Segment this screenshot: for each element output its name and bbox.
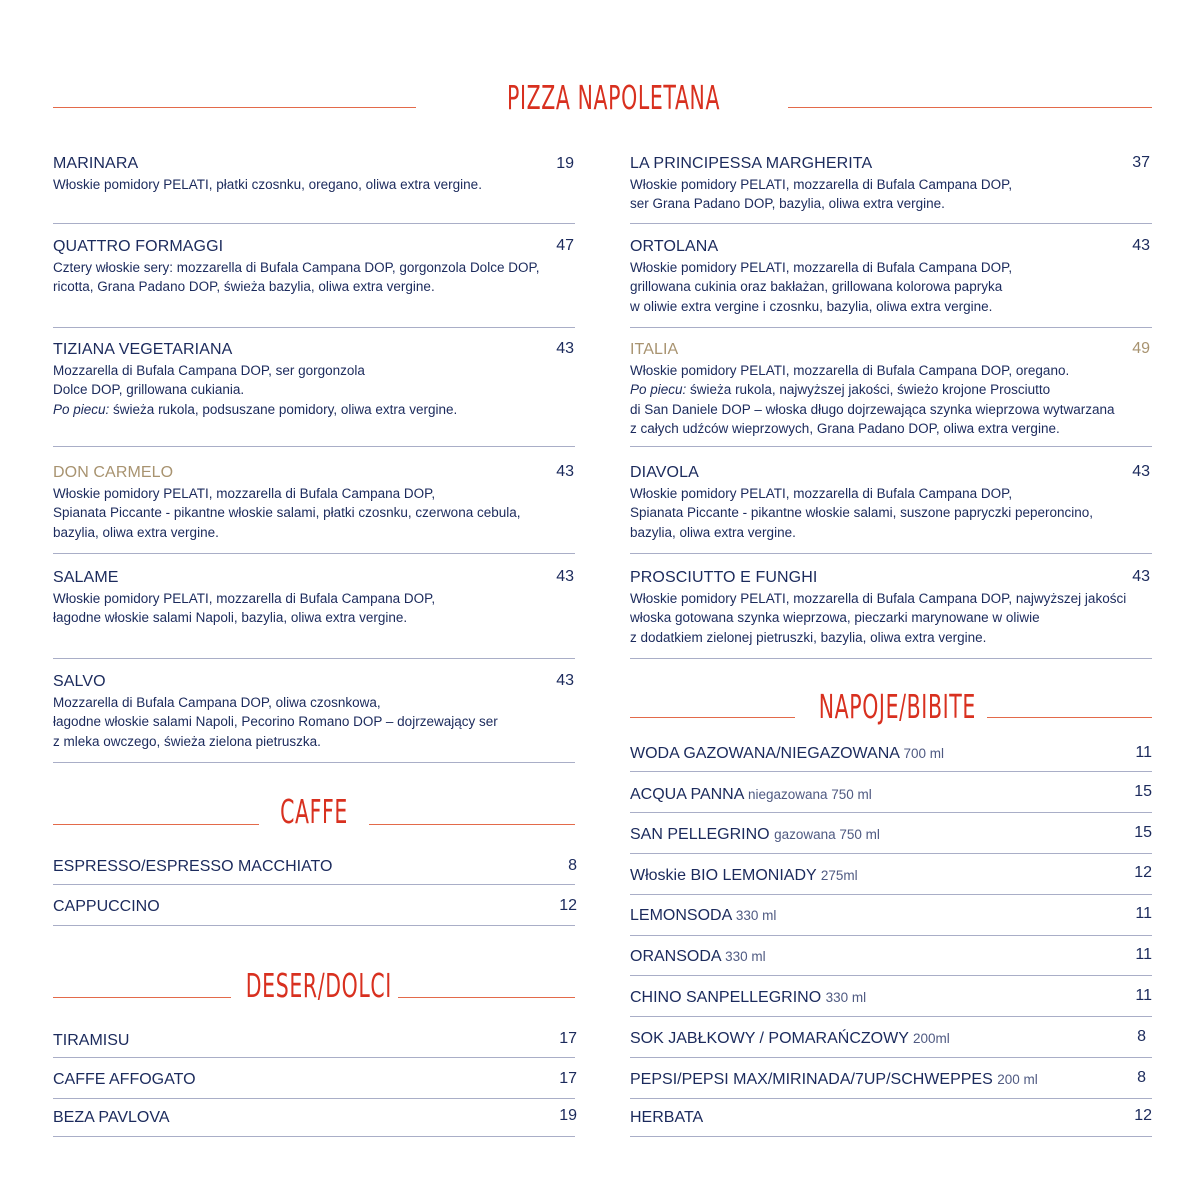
item-price: 19 [559, 1107, 577, 1124]
item-description: Włoskie pomidory PELATI, płatki czosnku, oregano, oliwa extra vergine. [53, 177, 482, 192]
separator [53, 1136, 575, 1137]
pizza-section-heading: PIZZA NAPOLETANA [507, 78, 721, 117]
separator [53, 1057, 575, 1058]
item-price: 47 [556, 237, 574, 254]
separator [630, 1057, 1152, 1058]
separator [630, 935, 1152, 936]
separator [630, 658, 1152, 659]
item-price: 37 [1132, 154, 1150, 171]
menu-item-salvo [53, 672, 573, 751]
caffe-section-heading: CAFFE [280, 792, 348, 831]
separator [53, 327, 575, 328]
item-price: 11 [1135, 946, 1152, 963]
item-description: Włoskie pomidory PELATI, mozzarella di Bufala Campana DOP, Spianata Piccante - pikantne włoskie salami, płatki czosnku, czerwona cebula, bazylia, oliwa extra vergine. [53, 486, 521, 540]
separator [53, 223, 575, 224]
pizza-heading-rule-right [788, 107, 1152, 108]
item-price: 43 [1132, 568, 1150, 585]
item-price: 12 [1134, 864, 1152, 881]
item-price: 11 [1135, 987, 1152, 1004]
separator [630, 553, 1152, 554]
item-name: DIAVOLA [630, 464, 699, 481]
separator [53, 884, 575, 885]
item-description: Mozzarella di Bufala Campana DOP, ser gorgonzola Dolce DOP, grillowana cukiania. Po piecu: świeża rukola, podsuszane pomidory, oliwa extra vergine. [53, 363, 458, 417]
item-description: Cztery włoskie sery: mozzarella di Bufala Campana DOP, gorgonzola Dolce DOP, ricotta, Grana Padano DOP, świeża bazylia, oliwa extra vergine. [53, 260, 540, 295]
item-description: Włoskie pomidory PELATI, mozzarella di Bufala Campana DOP, grillowana cukinia oraz bakłażan, grillowana kolorowa papryka w oliwie extra vergine i czosnku, bazylia, oliwa extra vergine. [630, 260, 1013, 314]
menu-item-italia [630, 340, 1152, 438]
drink-item: WODA GAZOWANA/NIEGAZOWANA 700 ml [630, 745, 945, 762]
drink-item: ACQUA PANNA niegazowana 750 ml [630, 786, 872, 803]
deser-item: CAFFE AFFOGATO [53, 1071, 196, 1088]
separator [53, 446, 575, 447]
separator [630, 975, 1152, 976]
item-name: LA PRINCIPESSA MARGHERITA [630, 155, 873, 172]
item-name: QUATTRO FORMAGGI [53, 238, 224, 255]
item-price: 19 [556, 155, 574, 172]
pizza-heading-rule-left [53, 107, 416, 108]
drink-item: CHINO SANPELLEGRINO 330 ml [630, 989, 867, 1006]
drink-item: SAN PELLEGRINO gazowana 750 ml [630, 826, 880, 843]
drink-item: PEPSI/PEPSI MAX/MIRINADA/7UP/SCHWEPPES 200 ml [630, 1071, 1038, 1088]
item-price: 8 [1137, 1028, 1146, 1045]
menu-item-prosciutto-e-funghi [630, 568, 1152, 647]
item-price: 43 [556, 463, 574, 480]
drink-item: ORANSODA 330 ml [630, 948, 766, 965]
deser-item: TIRAMISU [53, 1032, 130, 1049]
item-price: 43 [556, 672, 574, 689]
separator [630, 812, 1152, 813]
separator [53, 762, 575, 763]
item-name: SALAME [53, 569, 119, 586]
deser-heading-rule-left [53, 997, 231, 998]
item-price: 11 [1135, 905, 1152, 922]
item-price: 8 [1137, 1069, 1146, 1086]
menu-item-salame [53, 568, 573, 628]
item-name: ORTOLANA [630, 238, 719, 255]
item-price: 15 [1134, 783, 1152, 800]
item-description: Włoskie pomidory PELATI, mozzarella di Bufala Campana DOP, ser Grana Padano DOP, bazylia, oliwa extra vergine. [630, 177, 1013, 212]
napoje-heading-rule-right [987, 717, 1152, 718]
separator [53, 658, 575, 659]
caffe-heading-rule-right [369, 824, 575, 825]
deser-item: BEZA PAVLOVA [53, 1109, 170, 1126]
napoje-heading-rule-left [630, 717, 795, 718]
menu-item-quattro-formaggi [53, 237, 573, 297]
item-name: PROSCIUTTO E FUNGHI [630, 569, 818, 586]
separator [630, 1136, 1152, 1137]
item-name: TIZIANA VEGETARIANA [53, 341, 233, 358]
separator [630, 1098, 1152, 1099]
item-description: Mozzarella di Bufala Campana DOP, oliwa czosnkowa, łagodne włoskie salami Napoli, Pecorino Romano DOP – dojrzewający ser z mleka owczego, świeża zielona pietruszka. [53, 695, 498, 749]
menu-item-la-principessa-margherita [630, 154, 1152, 214]
napoje-section-heading: NAPOJE/BIBITE [818, 687, 976, 726]
menu-item-tiziana-vegetariana [53, 340, 573, 419]
drink-item: Włoskie BIO LEMONIADY 275ml [630, 867, 858, 884]
item-name: ITALIA [630, 341, 679, 358]
item-price: 11 [1135, 744, 1152, 761]
item-description: Włoskie pomidory PELATI, mozzarella di Bufala Campana DOP, łagodne włoskie salami Napoli, bazylia, oliwa extra vergine. [53, 591, 436, 626]
item-description: Włoskie pomidory PELATI, mozzarella di Bufala Campana DOP, oregano. Po piecu: świeża rukola, najwyższej jakości, świeżo krojone Prosciutto di San Daniele DOP – włoska długo dojrzewająca szynka wieprzowa wytwarzana z całych udźców wieprzowych, Grana Padano DOP, oliwa extra vergine. [630, 363, 1115, 436]
separator [53, 553, 575, 554]
deser-heading-rule-right [398, 997, 575, 998]
menu-item-diavola [630, 463, 1152, 542]
item-price: 43 [556, 340, 574, 357]
item-price: 43 [1132, 237, 1150, 254]
item-price: 43 [556, 568, 574, 585]
item-price: 12 [1134, 1107, 1152, 1124]
item-price: 12 [559, 897, 577, 914]
item-name: MARINARA [53, 155, 139, 172]
drink-item: HERBATA [630, 1109, 704, 1126]
separator [630, 894, 1152, 895]
separator [53, 925, 575, 926]
item-description: Włoskie pomidory PELATI, mozzarella di Bufala Campana DOP, najwyższej jakości włoska gotowana szynka wieprzowa, pieczarki marynowane w oliwie z dodatkiem zielonej pietruszki, bazylia, oliwa extra vergine. [630, 591, 1127, 645]
item-price: 17 [559, 1070, 577, 1087]
drink-item: LEMONSODA 330 ml [630, 907, 777, 924]
item-price: 17 [559, 1030, 577, 1047]
item-price: 8 [568, 857, 577, 874]
item-description: Włoskie pomidory PELATI, mozzarella di Bufala Campana DOP, Spianata Piccante - pikantne włoskie salami, suszone papryczki peperoncino, bazylia, oliwa extra vergine. [630, 486, 1094, 540]
menu-item-don-carmelo [53, 463, 573, 542]
deser-section-heading: DESER/DOLCI [245, 966, 392, 1005]
separator [630, 853, 1152, 854]
caffe-heading-rule-left [53, 824, 259, 825]
separator [630, 1016, 1152, 1017]
menu-item-marinara [53, 154, 573, 194]
item-name: SALVO [53, 673, 106, 690]
item-price: 15 [1134, 824, 1152, 841]
separator [630, 223, 1152, 224]
item-price: 49 [1132, 340, 1150, 357]
menu-item-ortolana [630, 237, 1152, 316]
caffe-item: ESPRESSO/ESPRESSO MACCHIATO [53, 858, 333, 875]
separator [53, 1098, 575, 1099]
separator [630, 327, 1152, 328]
item-price: 43 [1132, 463, 1150, 480]
drink-item: SOK JABŁKOWY / POMARAŃCZOWY 200ml [630, 1030, 950, 1047]
caffe-item: CAPPUCCINO [53, 898, 160, 915]
separator [630, 771, 1152, 772]
item-name: DON CARMELO [53, 464, 174, 481]
separator [630, 446, 1152, 447]
